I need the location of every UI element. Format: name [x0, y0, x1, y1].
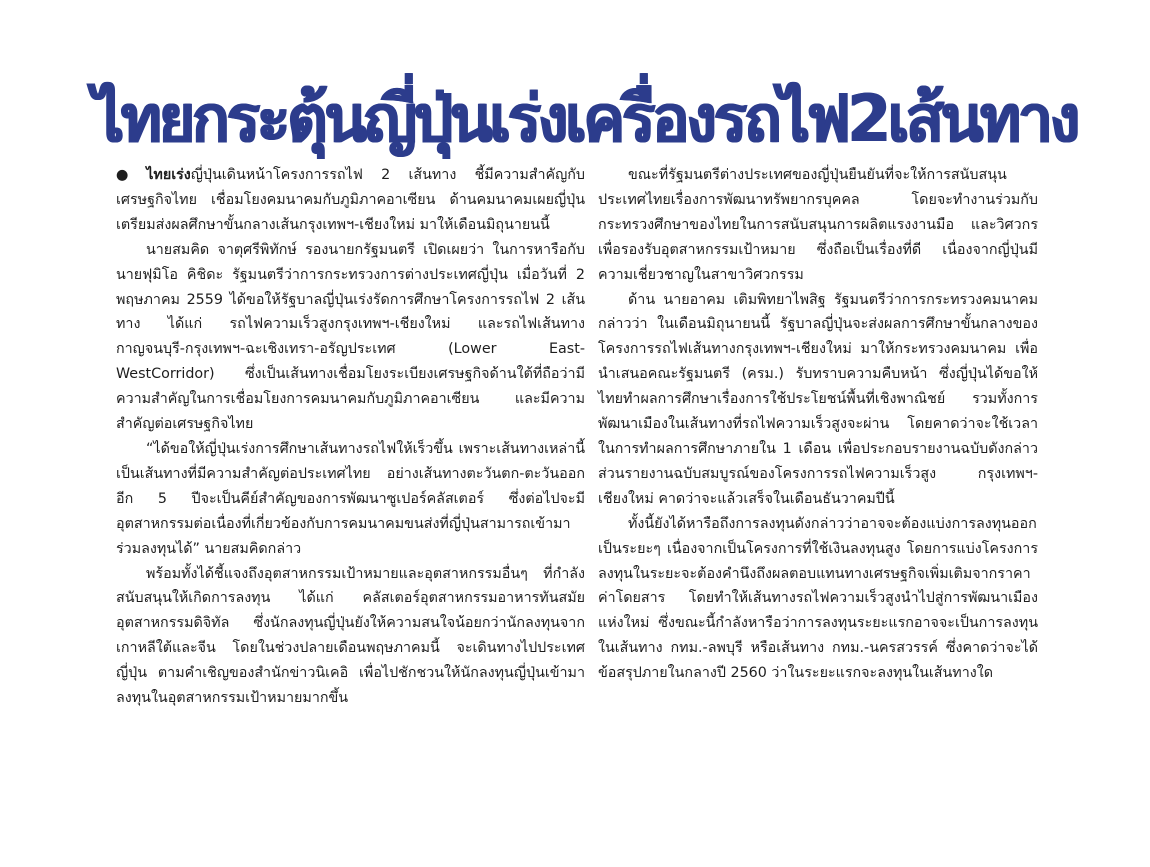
body-paragraph: นายสมคิด จาตุศรีพิทักษ์ รองนายกรัฐมนตรี เปิดเผยว่า ในการหารือกับนายฟุมิโอ คิชิดะ รัฐมนตรีว่าการกระทรวงการต่างประเทศญี่ปุ่น เมื่อวันที่ 2 พฤษภาคม 2559 ได้ขอให้รัฐบาลญี่ปุ่นเร่งรัดการศึกษาโครงการรถไฟ 2 เส้นทาง ได้แก่ รถไฟความเร็วสูงกรุงเทพฯ-เชียงใหม่ และรถไฟเส้นทางกาญจนบุรี-กรุงเทพฯ-ฉะเชิงเทรา-อรัญประเทศ (Lower East-WestCorridor) ซึ่งเป็นเส้นทางเชื่อมโยงระเบียงเศรษฐกิจด้านใต้ที่ถือว่ามีความสำคัญในการเชื่อมโยงการคมนาคมกับภูมิภาคอาเซียน และมีความสำคัญต่อเศรษฐกิจไทย: [116, 241, 585, 433]
lead-paragraph: [116, 163, 585, 238]
bullet-icon: ●: [116, 167, 143, 183]
body-paragraph: ทั้งนี้ยังได้หารือถึงการลงทุนดังกล่าวว่าอาจจะต้องแบ่งการลงทุนออกเป็นระยะๆ เนื่องจากเป็นโครงการที่ใช้เงินลงทุนสูง โดยการแบ่งโครงการลงทุนในระยะจะต้องคำนึงถึงผลตอบแทนทางเศรษฐกิจเพิ่มเติมจากราคาค่าโดยสาร โดยทำให้เส้นทางรถไฟความเร็วสูงนำไปสู่การพัฒนาเมืองแห่งใหม่ ซึ่งขณะนี้กำลังหารือว่าการลงทุนระยะแรกอาจจะเป็นการลงทุนในเส้นทาง กทม.-ลพบุรี หรือเส้นทาง กทม.-นครสวรรค์ ซึ่งคาดว่าจะได้ข้อสรุปภายในกลางปี 2560 ว่าในระยะแรกจะลงทุนในเส้นทางใด: [598, 515, 1038, 682]
article-column-left: [116, 163, 585, 711]
body-paragraph: “ได้ขอให้ญี่ปุ่นเร่งการศึกษาเส้นทางรถไฟให้เร็วขึ้น เพราะเส้นทางเหล่านี้เป็นเส้นทางที่มีความสำคัญต่อประเทศไทย อย่างเส้นทางตะวันตก-ตะวันออก อีก 5 ปีจะเป็นคีย์สำคัญของการพัฒนาซูเปอร์คลัสเตอร์ ซึ่งต่อไปจะมีอุตสาหกรรมต่อเนื่องที่เกี่ยวข้องกับการคมนาคมขนส่งที่ญี่ปุ่นสามารถเข้ามาร่วมลงทุนได้” นายสมคิดกล่าว: [116, 440, 585, 557]
lead-kicker: ไทยเร่ง: [146, 167, 191, 183]
body-paragraph: พร้อมทั้งได้ชี้แจงถึงอุตสาหกรรมเป้าหมายและอุตสาหกรรมอื่นๆ ที่กำลังสนับสนุนให้เกิดการลงทุน ได้แก่ คลัสเตอร์อุตสาหกรรมอาหารทันสมัย อุตสาหกรรมดิจิทัล ซึ่งนักลงทุนญี่ปุ่นยังให้ความสนใจน้อยกว่านักลงทุนจากเกาหลีใต้และจีน โดยในช่วงปลายเดือนพฤษภาคมนี้ จะเดินทางไปประเทศญี่ปุ่น ตามคำเชิญของสำนักข่าวนิเคอิ เพื่อไปชักชวนให้นักลงทุนญี่ปุ่นเข้ามาลงทุนในอุตสาหกรรมเป้าหมายมากขึ้น: [116, 565, 585, 707]
article-headline: ไทยกระตุ้นญี่ปุ่นเร่งเครื่องรถไฟ2เส้นทาง: [92, 80, 1078, 157]
body-paragraph: ขณะที่รัฐมนตรีต่างประเทศของญี่ปุ่นยืนยันที่จะให้การสนับสนุนประเทศไทยเรื่องการพัฒนาทรัพยากรบุคคล โดยจะทำงานร่วมกับกระทรวงศึกษาของไทยในการสนับสนุนการผลิตแรงงานมือ และวิศวกรเพื่อรองรับอุตสาหกรรมเป้าหมาย ซึ่งถือเป็นเรื่องที่ดี เนื่องจากญี่ปุ่นมีความเชี่ยวชาญในสาขาวิศวกรรม: [598, 167, 1038, 283]
body-paragraph: ด้าน นายอาคม เติมพิทยาไพสิฐ รัฐมนตรีว่าการกระทรวงคมนาคม กล่าวว่า ในเดือนมิถุนายนนี้ รัฐบาลญี่ปุ่นจะส่งผลการศึกษาขั้นกลางของโครงการรถไฟเส้นทางกรุงเทพฯ-เชียงใหม่ มาให้กระทรวงคมนาคม เพื่อนำเสนอคณะรัฐมนตรี (ครม.) รับทราบความคืบหน้า ซึ่งญี่ปุ่นได้ขอให้ไทยทำผลการศึกษาเรื่องการใช้ประโยชน์พื้นที่เชิงพาณิชย์ รวมทั้งการพัฒนาเมืองในเส้นทางที่รถไฟความเร็วสูงจะผ่าน โดยคาดว่าจะใช้เวลาในการทำผลการศึกษาภายใน 1 เดือน เพื่อประกอบรายงานฉบับดังกล่าว ส่วนรายงานฉบับสมบูรณ์ของโครงการรถไฟความเร็วสูง กรุงเทพฯ-เชียงใหม่ คาดว่าจะแล้วเสร็จในเดือนธันวาคมปีนี้: [598, 291, 1038, 507]
lead-text: ญี่ปุ่นเดินหน้าโครงการรถไฟ 2 เส้นทาง ชี้มีความสำคัญกับเศรษฐกิจไทย เชื่อมโยงคมนาคมกับภูมิภาคอาเซียน ด้านคมนาคมเผยญี่ปุ่นเตรียมส่งผลศึกษาขั้นกลางเส้นกรุงเทพฯ-เชียงใหม่ มาให้เดือนมิถุนายนนี้: [116, 167, 585, 233]
article-column-right: [598, 163, 1038, 686]
